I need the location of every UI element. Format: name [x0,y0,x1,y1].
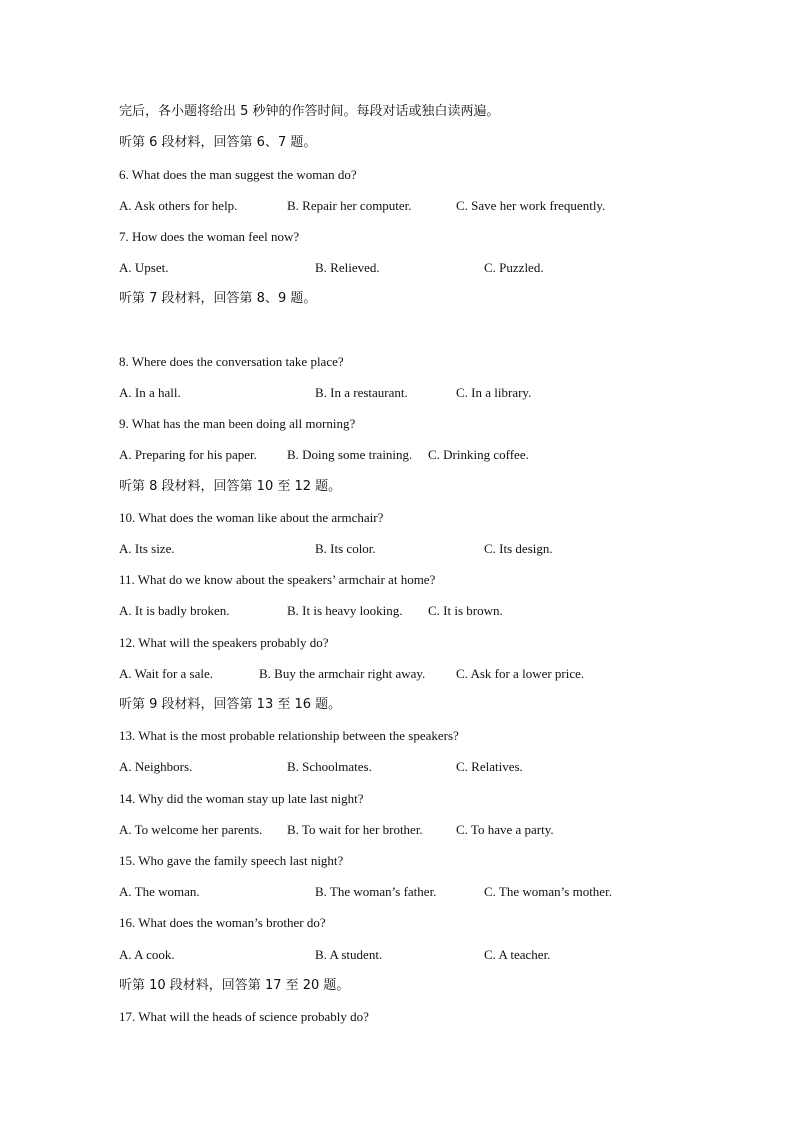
option-8a: A. In a hall. [119,385,181,400]
option-13c: C. Relatives. [456,759,523,774]
option-14a: A. To welcome her parents. [119,822,263,837]
option-12c: C. Ask for a lower price. [456,666,585,681]
option-10a: A. Its size. [119,541,175,556]
option-7c: C. Puzzled. [484,260,544,275]
question-16: 16. What does the woman’s brother do? [119,915,326,930]
section-heading-10: 听第 10 段材料，回答第 17 至 20 题。 [119,978,350,993]
question-7: 7. How does the woman feel now? [119,229,300,244]
section-heading-7: 听第 7 段材料，回答第 8、9 题。 [119,291,317,306]
question-11: 11. What do we know about the speakers’ armchair at home? [119,572,436,587]
question-13: 13. What is the most probable relationship between the speakers? [119,728,459,743]
option-16c: C. A teacher. [484,947,551,962]
option-6a: A. Ask others for help. [119,198,238,213]
question-10: 10. What does the woman like about the armchair? [119,510,384,525]
question-9: 9. What has the man been doing all morning? [119,416,356,431]
option-12a: A. Wait for a sale. [119,666,214,681]
option-14b: B. To wait for her brother. [287,822,423,837]
option-11c: C. It is brown. [428,603,503,618]
option-13a: A. Neighbors. [119,759,193,774]
option-9b: B. Doing some training. [287,447,413,462]
question-8: 8. Where does the conversation take place? [119,354,344,369]
question-6: 6. What does the man suggest the woman do? [119,167,357,182]
option-6c: C. Save her work frequently. [456,198,606,213]
option-9a: A. Preparing for his paper. [119,447,257,462]
intro-text: 完后，各小题将给出 5 秒钟的作答时间。每段对话或独白读两遍。 [119,104,500,119]
option-11b: B. It is heavy looking. [287,603,403,618]
section-heading-8: 听第 8 段材料，回答第 10 至 12 题。 [119,479,342,494]
option-15b: B. The woman’s father. [315,884,437,899]
question-15: 15. Who gave the family speech last night? [119,853,344,868]
option-16a: A. A cook. [119,947,175,962]
option-8b: B. In a restaurant. [315,385,408,400]
option-7a: A. Upset. [119,260,169,275]
option-11a: A. It is badly broken. [119,603,230,618]
section-heading-9: 听第 9 段材料，回答第 13 至 16 题。 [119,697,342,712]
question-14: 14. Why did the woman stay up late last night? [119,791,364,806]
option-15c: C. The woman’s mother. [484,884,612,899]
option-16b: B. A student. [315,947,383,962]
question-17: 17. What will the heads of science probably do? [119,1009,369,1024]
section-heading-6: 听第 6 段材料，回答第 6、7 题。 [119,135,317,150]
option-10c: C. Its design. [484,541,553,556]
option-7b: B. Relieved. [315,260,380,275]
option-6b: B. Repair her computer. [287,198,412,213]
option-14c: C. To have a party. [456,822,554,837]
option-12b: B. Buy the armchair right away. [259,666,426,681]
option-10b: B. Its color. [315,541,376,556]
option-13b: B. Schoolmates. [287,759,372,774]
option-9c: C. Drinking coffee. [428,447,529,462]
option-15a: A. The woman. [119,884,200,899]
question-12: 12. What will the speakers probably do? [119,635,329,650]
option-8c: C. In a library. [456,385,532,400]
